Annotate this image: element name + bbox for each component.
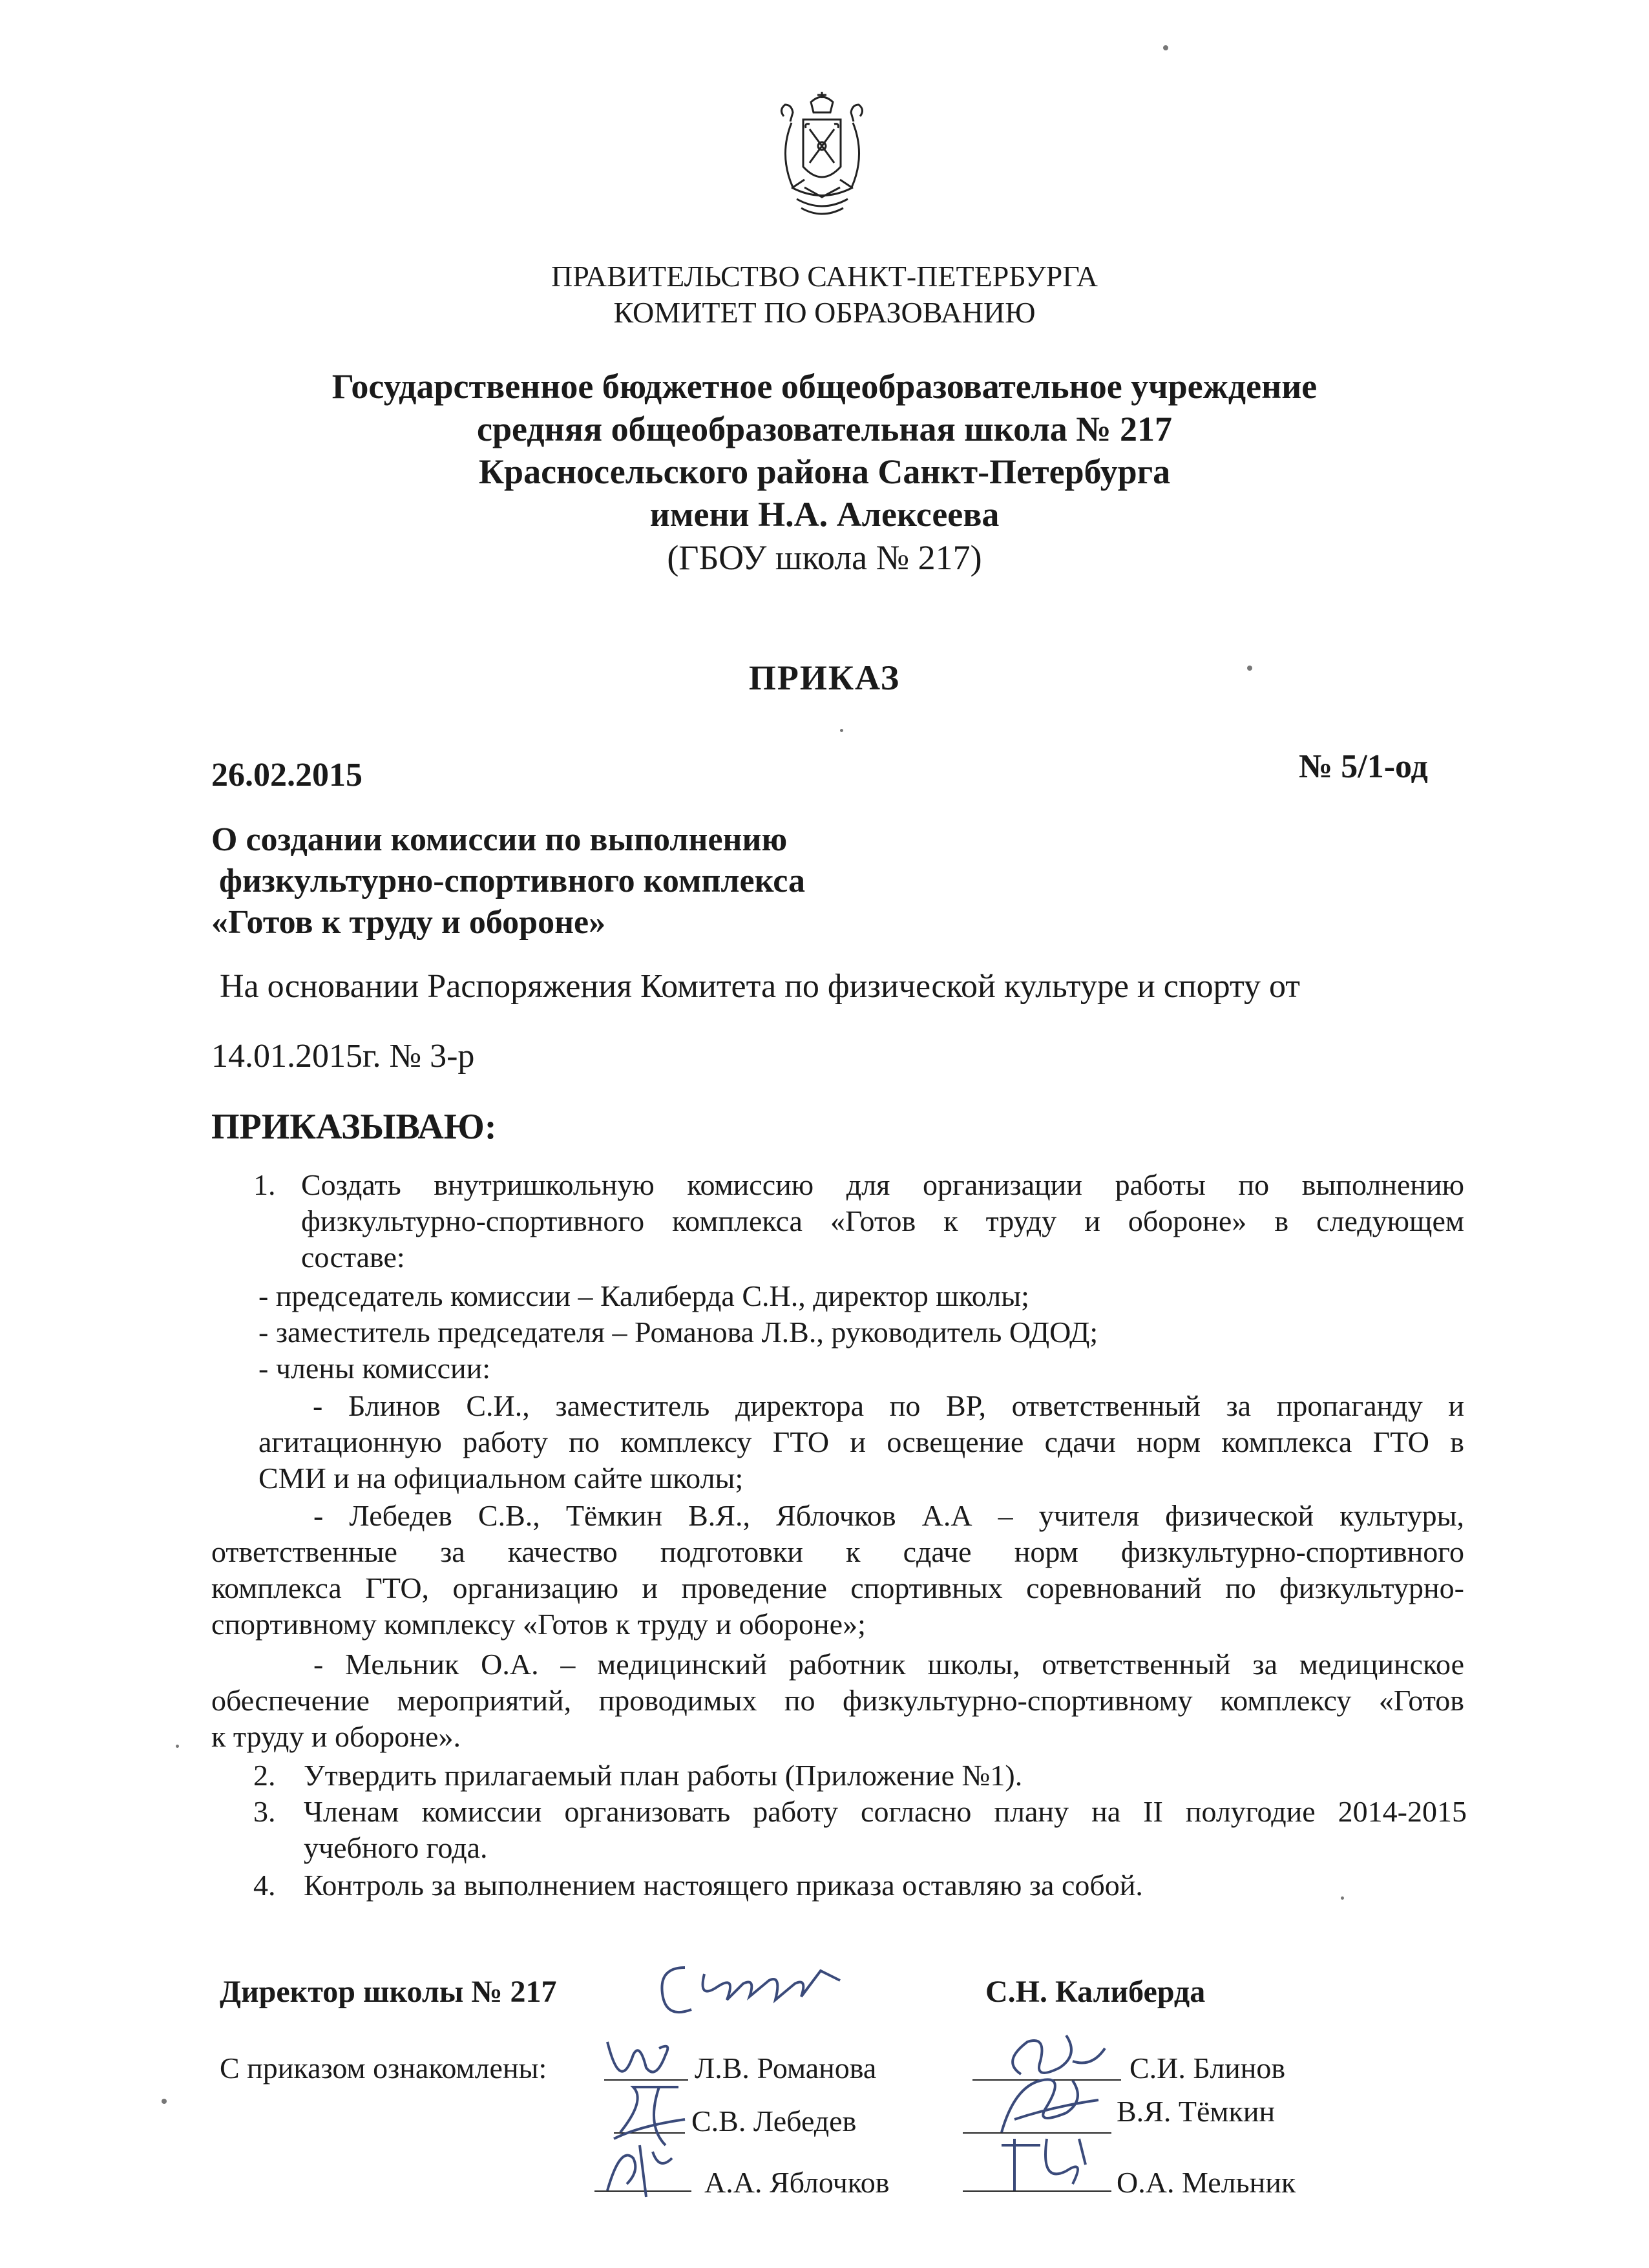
item3-number: 3. [253, 1795, 276, 1828]
item1-line: составе: [301, 1241, 405, 1274]
director-signature [646, 1948, 859, 2032]
item1-line: физкультурно-спортивного комплекса «Готов к труду и обороне» в следующем [301, 1204, 1464, 1237]
order-number: № 5/1-од [1299, 748, 1428, 785]
subject-line: физкультурно-спортивного комплекса [219, 863, 805, 899]
member-line: к труду и обороне». [211, 1720, 461, 1753]
member-line: - Лебедев С.В., Тёмкин В.Я., Яблочков А.А – учителя физической культуры, [313, 1499, 1464, 1532]
scan-speck [840, 729, 843, 732]
item1-line: Создать внутришкольную комиссию для организации работы по выполнению [301, 1168, 1464, 1201]
member-line: агитационную работу по комплексу ГТО и освещение сдачи норм комплекса ГТО в [258, 1425, 1464, 1458]
institution-line2: средняя общеобразовательная школа № 217 [476, 410, 1173, 448]
item3-line: учебного года. [304, 1831, 488, 1864]
deputy-line: - заместитель председателя – Романова Л.В., руководитель ОДОД; [258, 1316, 1098, 1349]
signature-yablochkov [582, 2132, 698, 2203]
name-romanova: Л.В. Романова [695, 2052, 877, 2084]
subject-line: О создании комиссии по выполнению [211, 821, 788, 858]
document-type: ПРИКАЗ [748, 658, 901, 697]
item3-line: Членам комиссии организовать работу согласно плану на II полугодие 2014-2015 [304, 1795, 1467, 1828]
director-name: С.Н. Калиберда [985, 1975, 1206, 2009]
institution-short-name: (ГБОУ школа № 217) [667, 538, 982, 577]
institution-line3: Красносельского района Санкт-Петербурга [478, 452, 1171, 491]
item3-text [304, 1794, 1467, 1866]
government-header: ПРАВИТЕЛЬСТВО САНКТ-ПЕТЕРБУРГА [551, 260, 1098, 293]
scan-speck [176, 1745, 179, 1748]
item4-number: 4. [253, 1869, 276, 1902]
item2-text: Утвердить прилагаемый план работы (Приложение №1). [304, 1759, 1023, 1792]
basis-line1: На основании Распоряжения Комитета по физической культуре и спорту от [220, 968, 1301, 1005]
scan-speck [1341, 1896, 1344, 1900]
scan-speck [1163, 45, 1168, 50]
scan-speck [162, 2099, 167, 2104]
committee-header: КОМИТЕТ ПО ОБРАЗОВАНИЮ [613, 296, 1036, 329]
name-lebedev: С.В. Лебедев [691, 2105, 857, 2137]
member-melnik [211, 1646, 1464, 1755]
item2-number: 2. [253, 1759, 276, 1792]
item4-text: Контроль за выполнением настоящего приказа оставляю за собой. [304, 1869, 1143, 1902]
item1-text [301, 1167, 1464, 1276]
name-temkin: В.Я. Тёмкин [1117, 2095, 1276, 2128]
member-line: СМИ и на официальном сайте школы; [258, 1462, 744, 1495]
basis-line2: 14.01.2015г. № 3-р [211, 1038, 475, 1075]
member-line: обеспечение мероприятий, проводимых по физкультурно-спортивному комплексу «Готов [211, 1684, 1464, 1717]
director-label: Директор школы № 217 [220, 1975, 557, 2009]
member-line: спортивному комплексу «Готов к труду и обороне»; [211, 1608, 866, 1641]
institution-line1: Государственное бюджетное общеобразовательное учреждение [331, 367, 1318, 406]
acquainted-label: С приказом ознакомлены: [220, 2052, 547, 2084]
institution-line4: имени Н.А. Алексеева [649, 495, 1000, 534]
member-line: ответственные за качество подготовки к сдаче норм физкультурно-спортивного [211, 1535, 1464, 1568]
subject-line: «Готов к труду и обороне» [211, 904, 606, 941]
order-subject [211, 819, 805, 943]
member-line: - Блинов С.И., заместитель директора по ВР, ответственный за пропаганду и [313, 1389, 1464, 1422]
member-pe-teachers [211, 1498, 1464, 1643]
order-word: ПРИКАЗЫВАЮ: [211, 1107, 497, 1147]
name-blinov: С.И. Блинов [1129, 2052, 1286, 2084]
members-line: - члены комиссии: [258, 1352, 491, 1385]
chair-line: - председатель комиссии – Калиберда С.Н., директор школы; [258, 1279, 1029, 1312]
name-yablochkov: А.А. Яблочков [704, 2166, 890, 2199]
scan-speck [1247, 666, 1252, 671]
member-line: комплекса ГТО, организацию и проведение спортивных соревнований по физкультурно- [211, 1571, 1464, 1604]
coat-of-arms-emblem [766, 90, 879, 233]
item1-number: 1. [253, 1168, 276, 1201]
name-melnik: О.А. Мельник [1117, 2166, 1296, 2199]
member-blinov [258, 1388, 1464, 1496]
member-line: - Мельник О.А. – медицинский работник школы, ответственный за медицинское [313, 1648, 1464, 1681]
order-date: 26.02.2015 [211, 757, 362, 793]
signature-melnik [976, 2126, 1118, 2197]
